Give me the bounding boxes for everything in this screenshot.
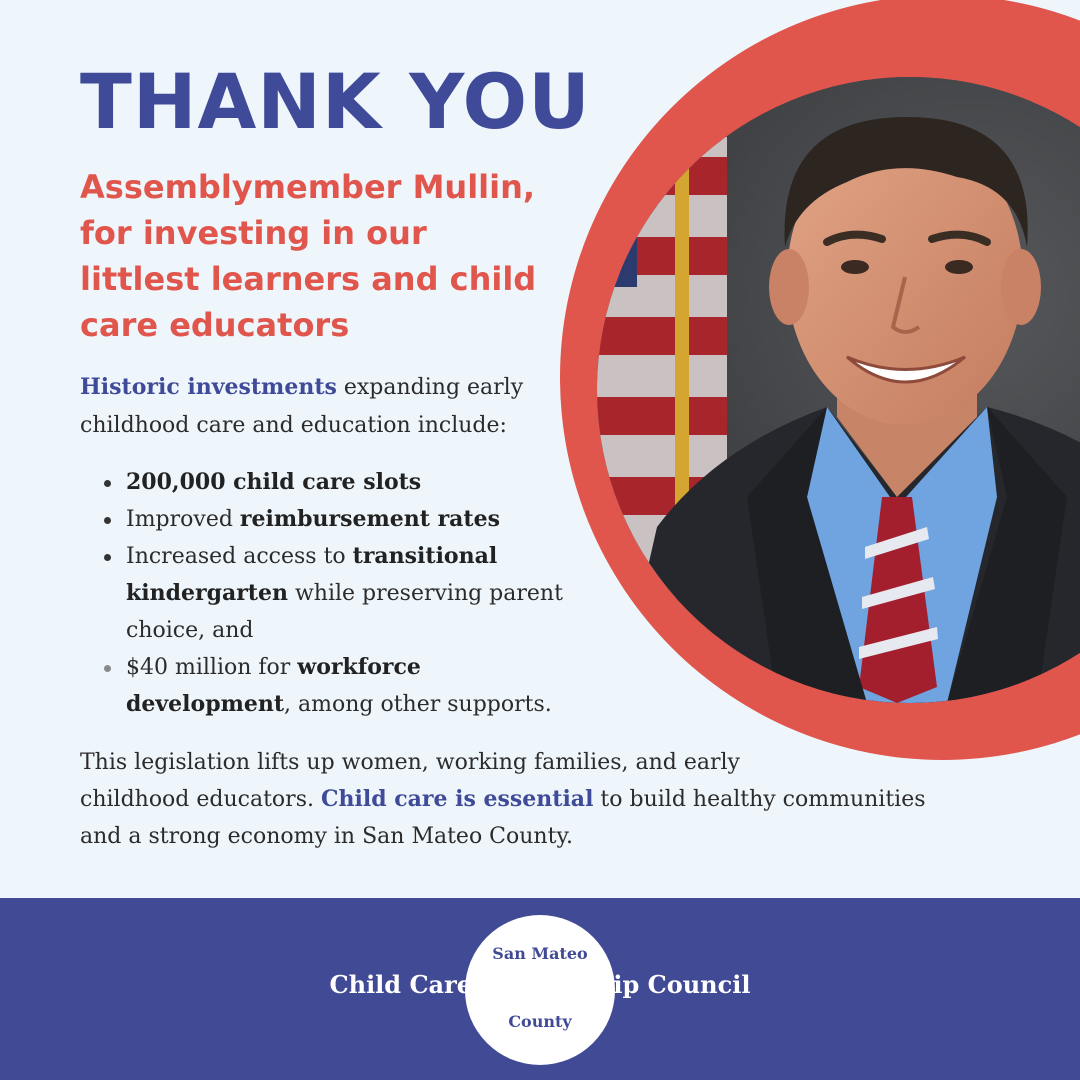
list-item-text: , among other supports. [284,692,552,717]
intro-text: childhood care and education include: [80,413,507,438]
closing-highlight: Child care is essential [320,786,594,812]
closing-paragraph [80,744,1000,855]
list-item [80,538,620,649]
list-item [80,464,620,501]
logo-top-text: San Mateo [492,944,588,963]
list-item-text: Increased access to [126,544,353,569]
subtitle [80,164,600,348]
list-item-bold: transitional [352,543,498,569]
list-item-bold: kindergarten [126,580,288,606]
investment-list [80,464,620,723]
list-item-text: while preserving parent [287,581,563,606]
page-title: THANK YOU [80,57,591,146]
list-item-bold: development [126,691,285,717]
list-item [80,501,620,538]
logo-bottom-text: County [508,1012,572,1031]
intro-highlight: Historic investments [80,374,337,400]
subtitle-line: for investing in our [80,214,427,252]
list-item-bold: workforce [297,654,421,680]
intro-text: expanding early [336,375,524,400]
closing-text: to build healthy communities [593,787,926,812]
closing-text: childhood educators. [80,787,321,812]
intro-paragraph [80,368,620,445]
subtitle-line: Assemblymember Mullin, [80,168,536,206]
subtitle-line: care educators [80,306,350,344]
list-item-text: choice, and [126,618,254,643]
list-item-bold: 200,000 child care slots [126,469,422,495]
list-item-text: Improved [126,507,240,532]
list-item [80,649,620,723]
closing-text: This legislation lifts up women, working families, and early [80,750,740,775]
list-item-bold: reimbursement rates [239,506,500,532]
logo-org-name: Child Care Partnership Council [329,970,751,999]
subtitle-line: littlest learners and child [80,260,537,298]
list-item-text: $40 million for [126,655,298,680]
closing-text: and a strong economy in San Mateo County. [80,824,573,849]
